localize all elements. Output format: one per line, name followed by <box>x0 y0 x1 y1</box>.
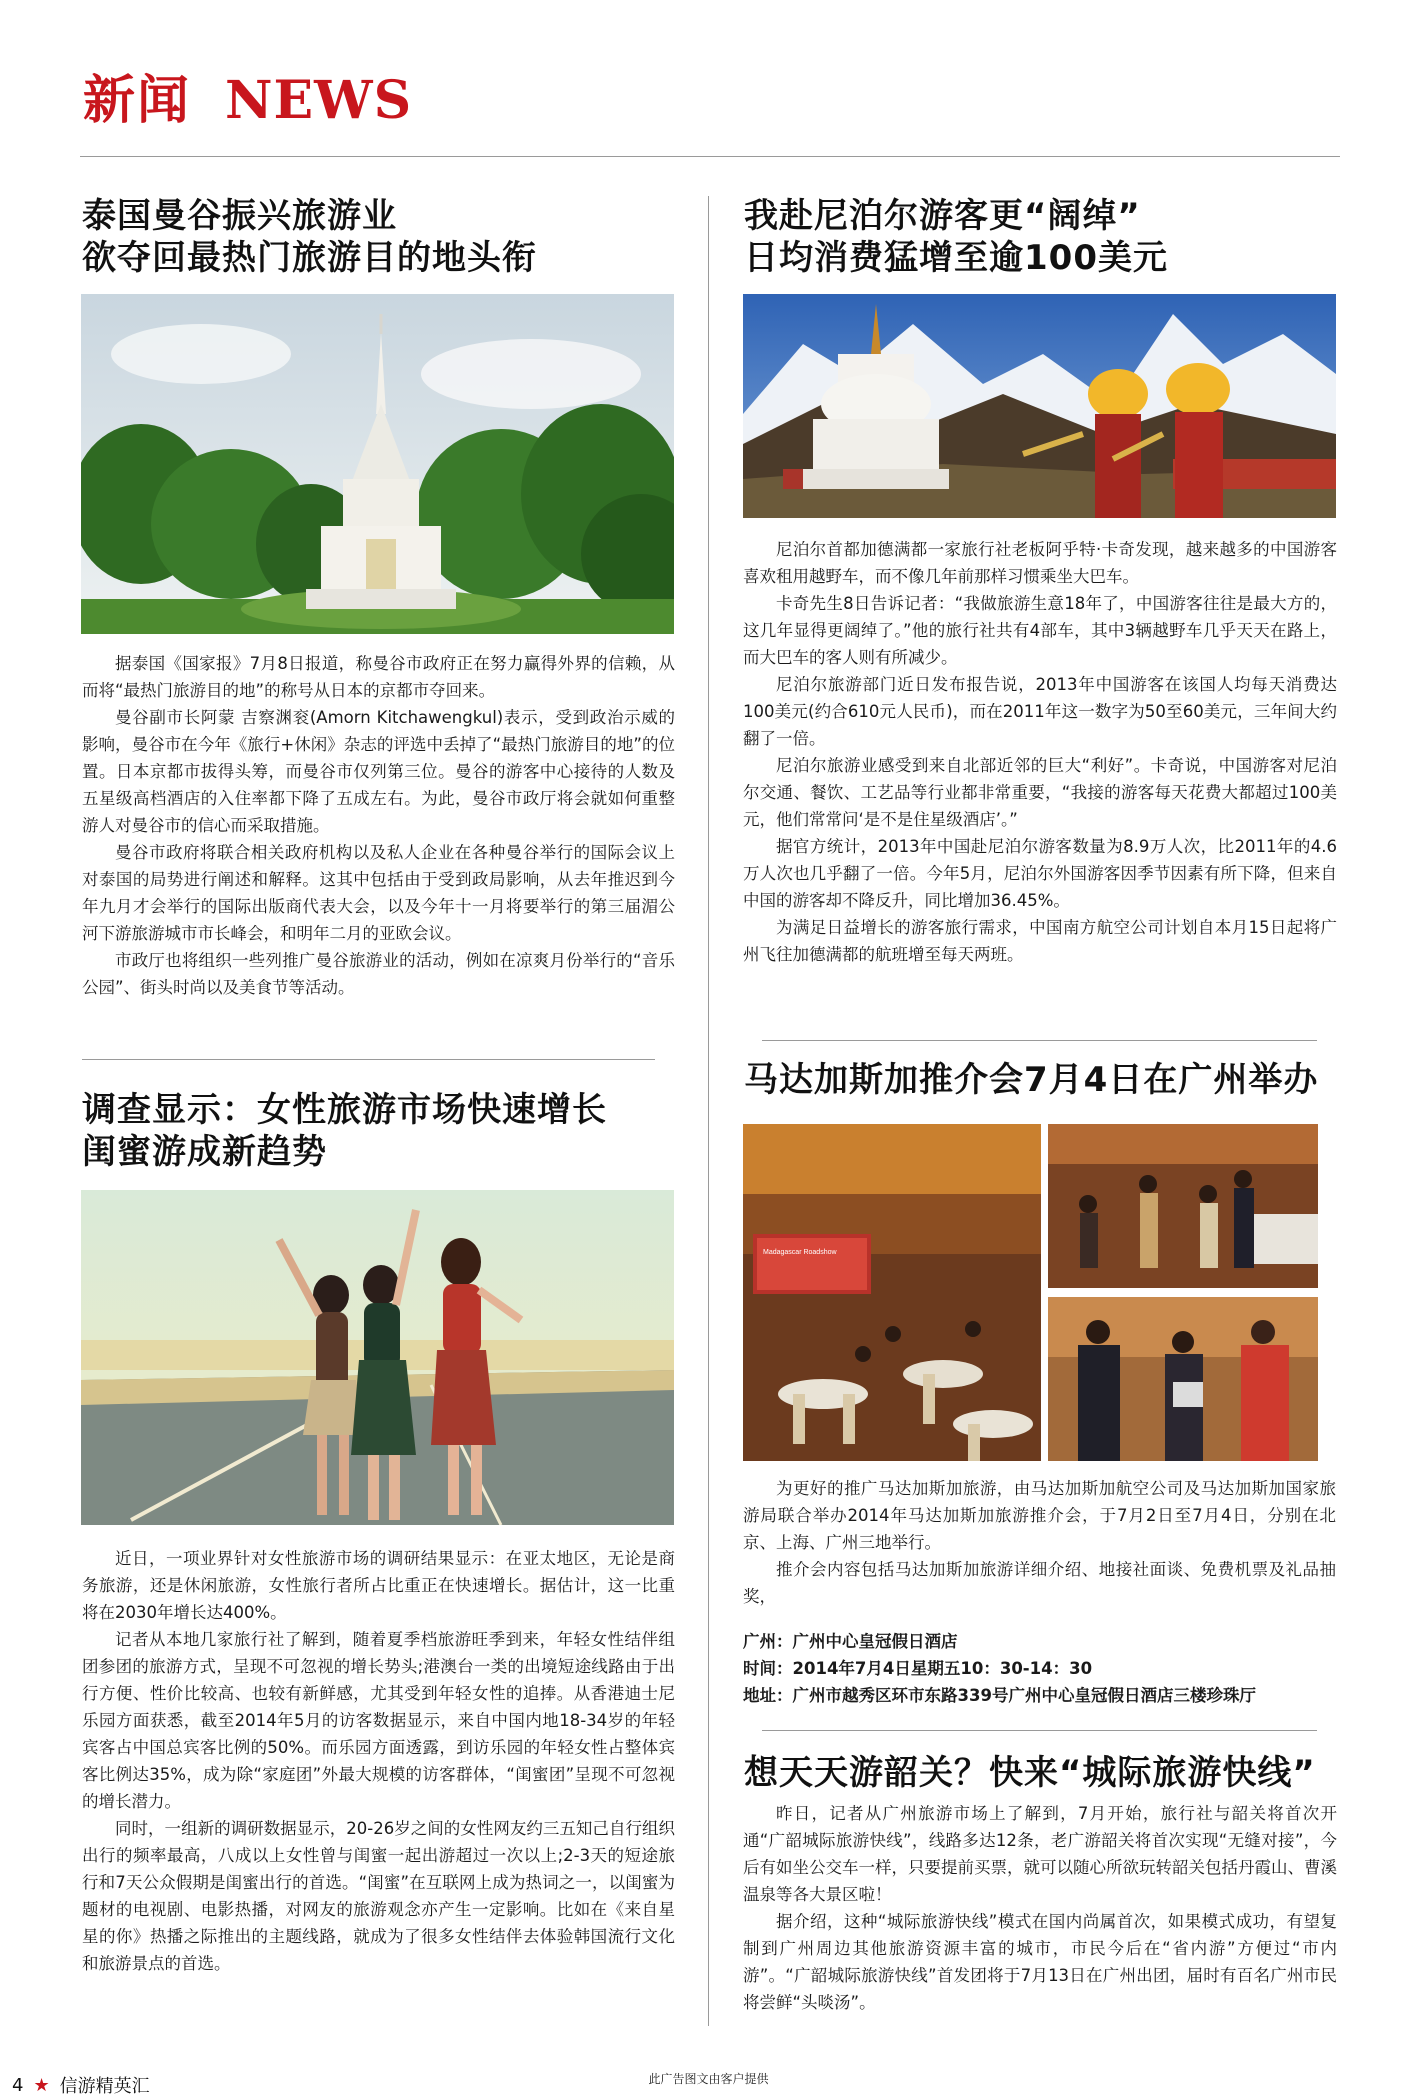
article4-paragraph: 推介会内容包括马达加斯加旅游详细介绍、地接社面谈、免费机票及礼品抽奖， <box>743 1560 1336 1606</box>
article3-headline-line1: 调查显示：女性旅游市场快速增长 <box>82 1090 607 1130</box>
article1-headline <box>82 195 682 279</box>
column-divider <box>708 196 709 2026</box>
article2-headline-line1: 我赴尼泊尔游客更“阔绰” <box>744 196 1141 236</box>
article3-headline-line2: 闺蜜游成新趋势 <box>82 1132 327 1172</box>
article2-headline-line2: 日均消费猛增至逾100美元 <box>744 238 1168 278</box>
section-title <box>83 58 413 131</box>
article1-headline-line1: 泰国曼谷振兴旅游业 <box>82 196 397 236</box>
nepal-himalaya-photo <box>743 294 1336 518</box>
roadshow-prize-photo <box>1048 1297 1318 1461</box>
article-separator <box>762 1730 1317 1731</box>
article3-headline <box>82 1089 682 1173</box>
article2-paragraph: 为满足日益增长的游客旅行需求，中国南方航空公司计划自本月15日起将广州飞往加德满都的航班增至每天两班。 <box>743 918 1337 964</box>
article2-body <box>743 536 1337 968</box>
article2-paragraph: 据官方统计，2013年中国赴尼泊尔游客数量为8.9万人次，比2011年的4.6万人次也几乎翻了一倍。今年5月，尼泊尔外国游客因季节因素有所下降，但来自中国的游客却不降反升，同比增加36.45%。 <box>743 837 1337 910</box>
article3-paragraph: 同时，一组新的调研数据显示，20-26岁之间的女性网友约三五知己自行组织出行的频率最高，八成以上女性曾与闺蜜一起出游超过一次以上;2-3天的短途旅行和7天公众假期是闺蜜出行的首选。“闺蜜”在互联网上成为热词之一，以闺蜜为题材的电视剧、电影热播，对网友的旅游观念亦产生一定影响。比如在《来自星星的你》热播之际推出的主题线路，就成为了很多女性结伴去体验韩国流行文化和旅游景点的首选。 <box>82 1819 675 1973</box>
article1-body <box>82 650 675 1001</box>
article4-paragraph: 为更好的推广马达加斯加旅游，由马达加斯加航空公司及马达加斯加国家旅游局联合举办2014年马达加斯加旅游推介会，于7月2日至7月4日，分别在北京、上海、广州三地举行。 <box>743 1479 1336 1552</box>
article3-paragraph: 记者从本地几家旅行社了解到，随着夏季档旅游旺季到来，年轻女性结伴组团参团的旅游方式，呈现不可忽视的增长势头;港澳台一类的出境短途线路由于出行方便、性价比较高、也较有新鲜感，尤其受到年轻女性的追捧。从香港迪士尼乐园方面获悉，截至2014年5月的访客数据显示，来自中国内地18-34岁的年轻宾客占中国总宾客比例的50%。而乐园方面透露，到访乐园的年轻女性占整体宾客比例达35%，成为除“家庭团”外最大规模的访客群体，“闺蜜团”呈现不可忽视的增长潜力。 <box>82 1630 675 1811</box>
article5-headline: 想天天游韶关？快来“城际旅游快线” <box>744 1753 1316 1793</box>
article5-paragraph: 昨日，记者从广州旅游市场上了解到，7月开始，旅行社与韶关将首次开通“广韶城际旅游快线”，线路多达12条，老广游韶关将首次实现“无缝对接”，今后有如坐公交车一样，只要提前买票，就可以随心所欲玩转韶关包括丹霞山、曹溪温泉等各大景区啦！ <box>743 1804 1337 1904</box>
footer-disclaimer: 此广告图文由客户提供 <box>648 2072 769 2086</box>
header-rule <box>80 156 1340 157</box>
article2-paragraph: 尼泊尔旅游业感受到来自北部近邻的巨大“利好”。卡奇说，中国游客对尼泊尔交通、餐饮、工艺品等行业都非常重要，“我接的游客每天花费大都超过100美元，他们常常问‘是不是住星级酒店’。” <box>743 756 1337 829</box>
article4-body <box>743 1475 1336 1610</box>
roadshow-hall-photo <box>743 1124 1041 1461</box>
page-number: 4 <box>12 2074 24 2096</box>
article2-paragraph: 尼泊尔首都加德满都一家旅行社老板阿乎特·卡奇发现，越来越多的中国游客喜欢租用越野车，而不像几年前那样习惯乘坐大巴车。 <box>743 540 1337 586</box>
roadshow-stage-photo <box>1048 1124 1318 1288</box>
article1-paragraph: 据泰国《国家报》7月8日报道，称曼谷市政府正在努力赢得外界的信赖，从而将“最热门旅游目的地”的称号从日本的京都市夺回来。 <box>82 654 675 700</box>
section-title-cn: 新闻 <box>83 70 192 131</box>
star-icon: ★ <box>33 2074 50 2096</box>
article-separator <box>762 1040 1317 1041</box>
section-title-en: NEWS <box>225 70 413 131</box>
article1-paragraph: 市政厅也将组织一些列推广曼谷旅游业的活动，例如在凉爽月份举行的“音乐公园”、街头时尚以及美食节等活动。 <box>82 951 675 997</box>
article1-paragraph: 曼谷市政府将联合相关政府机构以及私人企业在各种曼谷举行的国际会议上对泰国的局势进行阐述和解释。这其中包括由于受到政局影响，从去年推迟到今年九月才会举行的国际出版商代表大会，以及今年十一月将要举行的第三届湄公河下游旅游城市市长峰会，和明年二月的亚欧会议。 <box>82 843 675 943</box>
roadshow-banner-text: Madagascar Roadshow <box>763 1249 837 1256</box>
article2-headline <box>744 195 1364 279</box>
event-time: 时间：2014年7月4日星期五10：30-14：30 <box>743 1659 1093 1678</box>
article3-paragraph: 近日，一项业界针对女性旅游市场的调研结果显示：在亚太地区，无论是商务旅游，还是休闲旅游，女性旅行者所占比重正在快速增长。据估计，这一比重将在2030年增长达400%。 <box>82 1549 675 1622</box>
event-address: 地址：广州市越秀区环市东路339号广州中心皇冠假日酒店三楼珍珠厅 <box>743 1686 1256 1705</box>
article3-body <box>82 1545 675 1977</box>
article4-headline: 马达加斯加推介会7月4日在广州举办 <box>744 1060 1319 1100</box>
article1-paragraph: 曼谷副市长阿蒙 吉察渊衮(Amorn Kitchawengkul)表示，受到政治示威的影响，曼谷市在今年《旅行+休闲》杂志的评选中丢掉了“最热门旅游目的地”的位置。日本京都市拔得头筹，而曼谷市仅列第三位。曼谷的游客中心接待的人数及五星级高档酒店的入住率都下降了五成左右。为此，曼谷市政厅将会就如何重整游人对曼谷市的信心而采取措施。 <box>82 708 675 835</box>
article5-paragraph: 据介绍，这种“城际旅游快线”模式在国内尚属首次，如果模式成功，有望复制到广州周边其他旅游资源丰富的城市，市民今后在“省内游”方便过“市内游”。“广韶城际旅游快线”首发团将于7月13日在广州出团，届时有百名广州市民将尝鲜“头啖汤”。 <box>743 1912 1337 2012</box>
article-separator <box>82 1059 655 1060</box>
publication-name: 信游精英汇 <box>59 2076 150 2097</box>
event-info <box>743 1628 1336 1709</box>
article2-paragraph: 尼泊尔旅游部门近日发布报告说，2013年中国游客在该国人均每天消费达100美元(约合610元人民币)，而在2011年这一数字为50至60美元，三年间大约翻了一倍。 <box>743 675 1337 748</box>
event-venue: 广州：广州中心皇冠假日酒店 <box>743 1632 958 1651</box>
women-travel-photo <box>81 1190 674 1525</box>
article2-paragraph: 卡奇先生8日告诉记者：“我做旅游生意18年了，中国游客往往是最大方的，这几年显得更阔绰了。”他的旅行社共有4部车，其中3辆越野车几乎天天在路上，而大巴车的客人则有所减少。 <box>743 594 1337 667</box>
bangkok-temple-photo <box>81 294 674 634</box>
article1-headline-line2: 欲夺回最热门旅游目的地头衔 <box>82 238 537 278</box>
article5-body <box>743 1800 1337 2016</box>
